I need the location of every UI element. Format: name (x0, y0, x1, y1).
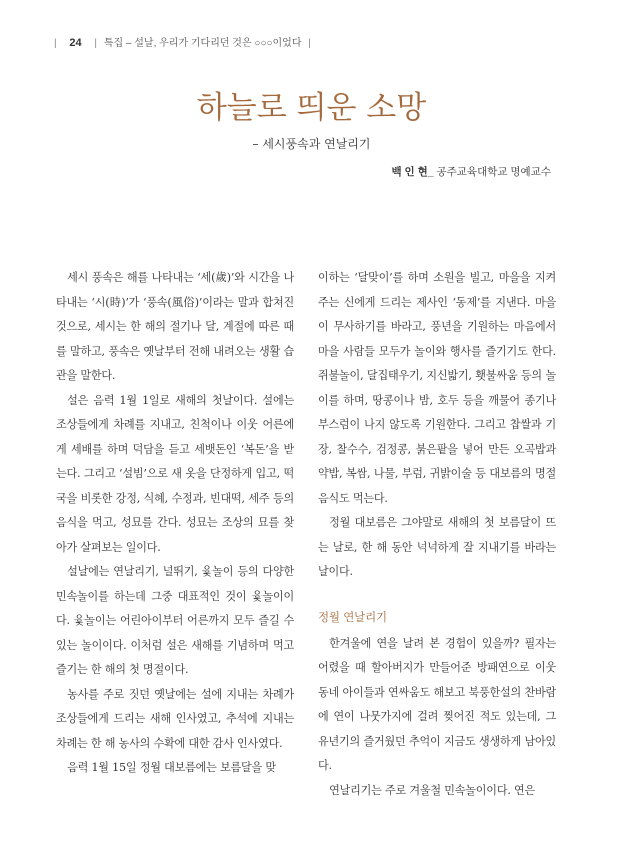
body-paragraph: 세시 풍속은 해를 나타내는 ‘세(歲)’와 시간을 나타내는 ‘시(時)’가 ‘풍속(風俗)’이라는 말과 합쳐진 것으로, 세시는 한 해의 절기나 달, 계절에 따른 때를 말하고, 풍속은 옛날부터 전해 내려오는 생활 습관을 말한다. (56, 271, 294, 382)
section-label: 특집 – 설날, 우리가 기다리던 것은 ○○○이었다 (103, 38, 302, 49)
body-paragraph: 음력 1월 15일 정월 대보름에는 보름달을 맞 (67, 761, 276, 774)
body-paragraph: 설날에는 연날리기, 널뛰기, 윷놀이 등의 다양한 민속놀이를 하는데 그중 대표적인 것이 윷놀이이다. 윷놀이는 어린아이부터 어른까지 모두 즐길 수 있는 놀이이다. 이처럼 설은 새해를 기념하며 먹고 즐기는 한 해의 첫 명절이다. (56, 565, 294, 676)
body-paragraph: 농사를 주로 짓던 옛날에는 설에 지내는 차례가 조상들에게 드리는 새해 인사였고, 추석에 지내는 차례는 한 해 농사의 수확에 대한 감사 인사였다. (56, 687, 294, 750)
header-bar-left: | (54, 38, 57, 49)
body-paragraph: 한겨울에 연을 날려 본 경험이 있을까? 필자는 어렸을 때 할아버지가 만들어준 방패연으로 이웃 동네 아이들과 연싸움도 해보고 북풍한설의 찬바람에 연이 나뭇가지에 걸려 찢어진 적도 있는데, 그 유년기의 즐거웠던 추억이 지금도 생생하게 남아있다. (318, 636, 556, 772)
left-column (56, 266, 294, 781)
article-title: 하늘로 띄운 소망 (196, 90, 427, 126)
body-paragraph: 설은 음력 1월 1일로 새해의 첫날이다. 설에는 조상들에게 차례를 지내고, 친척이나 이웃 어른에게 세배를 하며 덕담을 듣고 세뱃돈인 ‘복돈’을 받는다. 그리고 ‘설빔’으로 새 옷을 단정하게 입고, 떡국을 비롯한 강정, 식혜, 수정과, 빈대떡, 세주 등의 음식을 먹고, 성묘를 간다. 성묘는 조상의 묘를 찾아가 살펴보는 일이다. (56, 393, 294, 554)
header-bar-mid: | (94, 38, 98, 49)
running-header (50, 34, 315, 49)
body-paragraph: 연날리기는 주로 겨울철 민속놀이이다. 연은 (329, 783, 536, 797)
header-bar-right: | (308, 38, 311, 49)
right-column (318, 266, 556, 803)
page-number: 24 (69, 37, 82, 49)
article-subtitle: – 세시풍속과 연날리기 (252, 137, 371, 151)
body-paragraph: 정월 대보름은 그야말로 새해의 첫 보름달이 뜨는 날로, 한 해 동안 넉넉하게 잘 지내기를 바라는 날이다. (318, 516, 556, 578)
author-affiliation: 공주교육대학교 명예교수 (436, 166, 551, 178)
author-name: 백 인 현_ (391, 166, 434, 178)
section-heading: 정월 연날리기 (318, 609, 387, 624)
author-line (391, 164, 551, 179)
body-paragraph-continued: 이하는 ‘달맞이’를 하며 소원을 빌고, 마을을 지켜주는 신에게 드리는 제사인 ‘동제’를 지낸다. 마을이 무사하기를 바라고, 풍년을 기원하는 마음에서 마을 사람들 모두가 놀이와 행사를 즐기기도 한다. 쥐불놀이, 달집태우기, 지신밟기, 횃불싸움 등의 놀이를 하며, 땅콩이나 밤, 호두 등을 깨물어 종기나 부스럼이 나지 않도록 기원한다. 그리고 찹쌀과 기장, 찰수수, 검정콩, 붉은팥을 넣어 만든 오곡밥과 약밥, 복쌈, 나물, 부럼, 귀밝이술 등 대보름의 명절 음식도 먹는다. (318, 271, 556, 505)
